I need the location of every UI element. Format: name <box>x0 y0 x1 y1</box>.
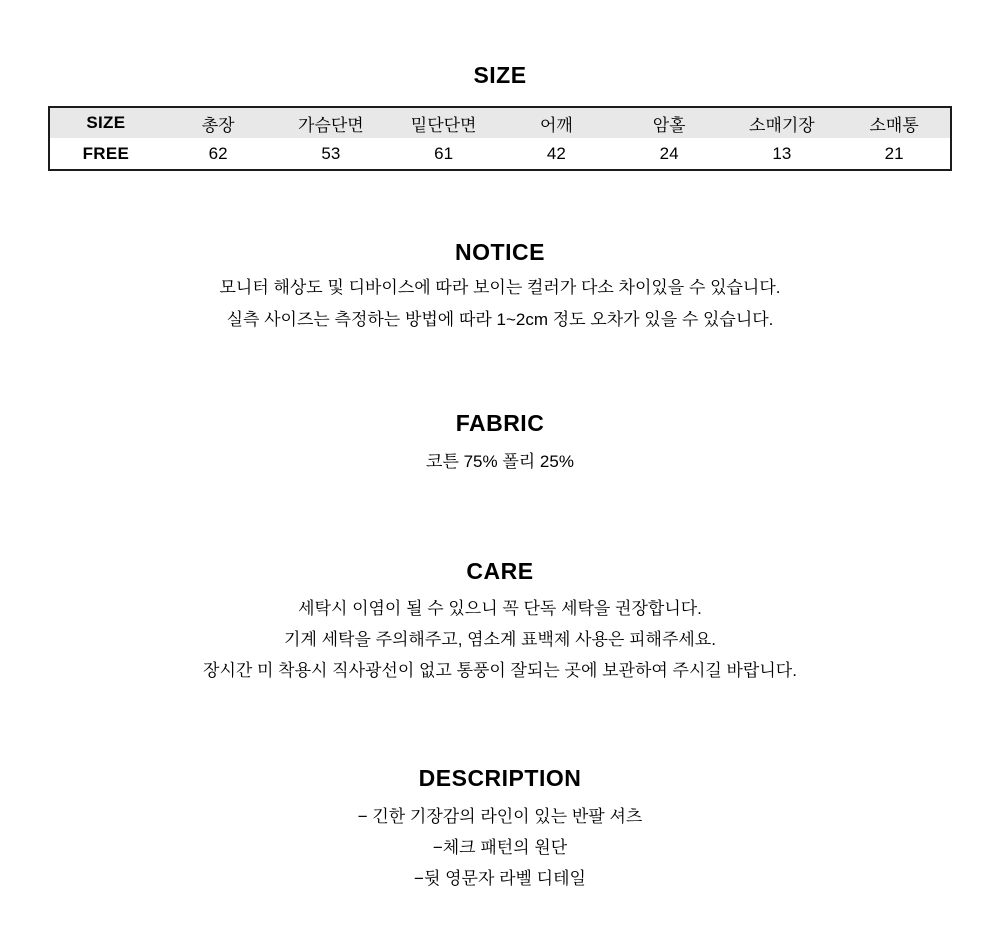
description-section <box>0 764 1000 894</box>
notice-line: 실측 사이즈는 측정하는 방법에 따라 1~2cm 정도 오차가 있을 수 있습니다. <box>226 310 774 329</box>
size-table-header-chest: 가슴단면 <box>275 107 388 138</box>
size-table-header-armhole: 암홀 <box>613 107 726 138</box>
description-line: −체크 패턴의 원단 <box>432 838 568 857</box>
size-table-cell-sleeve-length: 13 <box>726 138 839 170</box>
size-table-cell-hem: 61 <box>387 138 500 170</box>
size-table-header-hem: 밑단단면 <box>387 107 500 138</box>
notice-section <box>0 238 1000 336</box>
size-table-header-total-length: 총장 <box>162 107 275 138</box>
fabric-section-title: FABRIC <box>455 410 545 436</box>
care-line: 세탁시 이염이 될 수 있으니 꼭 단독 세탁을 권장합니다. <box>298 599 702 618</box>
size-section-title: SIZE <box>473 62 527 88</box>
description-line: −뒷 영문자 라벨 디테일 <box>414 869 586 888</box>
size-table-cell-size-label: FREE <box>49 138 162 170</box>
size-table-cell-shoulder: 42 <box>500 138 613 170</box>
size-table-header-sleeve-width: 소매통 <box>838 107 951 138</box>
size-table-header-shoulder: 어깨 <box>500 107 613 138</box>
size-table-cell-chest: 53 <box>275 138 388 170</box>
size-table-header-row <box>49 107 951 138</box>
size-table-header-size: SIZE <box>49 107 162 138</box>
notice-text-block <box>0 272 1000 336</box>
description-line: − 긴한 기장감의 라인이 있는 반팔 셔츠 <box>357 807 643 826</box>
size-table-cell-total-length: 62 <box>162 138 275 170</box>
description-text-block <box>0 801 1000 894</box>
notice-section-title: NOTICE <box>455 239 545 265</box>
fabric-line: 코튼 75% 폴리 25% <box>426 452 574 471</box>
care-text-block <box>0 593 1000 686</box>
care-section-title: CARE <box>466 558 534 584</box>
size-table-row-free <box>49 138 951 170</box>
size-table-header-sleeve-length: 소매기장 <box>726 107 839 138</box>
size-table <box>48 106 952 171</box>
care-line: 장시간 미 착용시 직사광선이 없고 통풍이 잘되는 곳에 보관하여 주시길 바랍니다. <box>203 661 797 680</box>
size-table-cell-armhole: 24 <box>613 138 726 170</box>
fabric-text-block <box>0 446 1000 477</box>
fabric-section <box>0 409 1000 477</box>
notice-line: 모니터 해상도 및 디바이스에 따라 보이는 컬러가 다소 차이있을 수 있습니다. <box>219 278 781 297</box>
care-section <box>0 557 1000 686</box>
size-table-cell-sleeve-width: 21 <box>838 138 951 170</box>
description-section-title: DESCRIPTION <box>418 765 582 791</box>
care-line: 기계 세탁을 주의해주고, 염소계 표백제 사용은 피해주세요. <box>284 630 716 649</box>
